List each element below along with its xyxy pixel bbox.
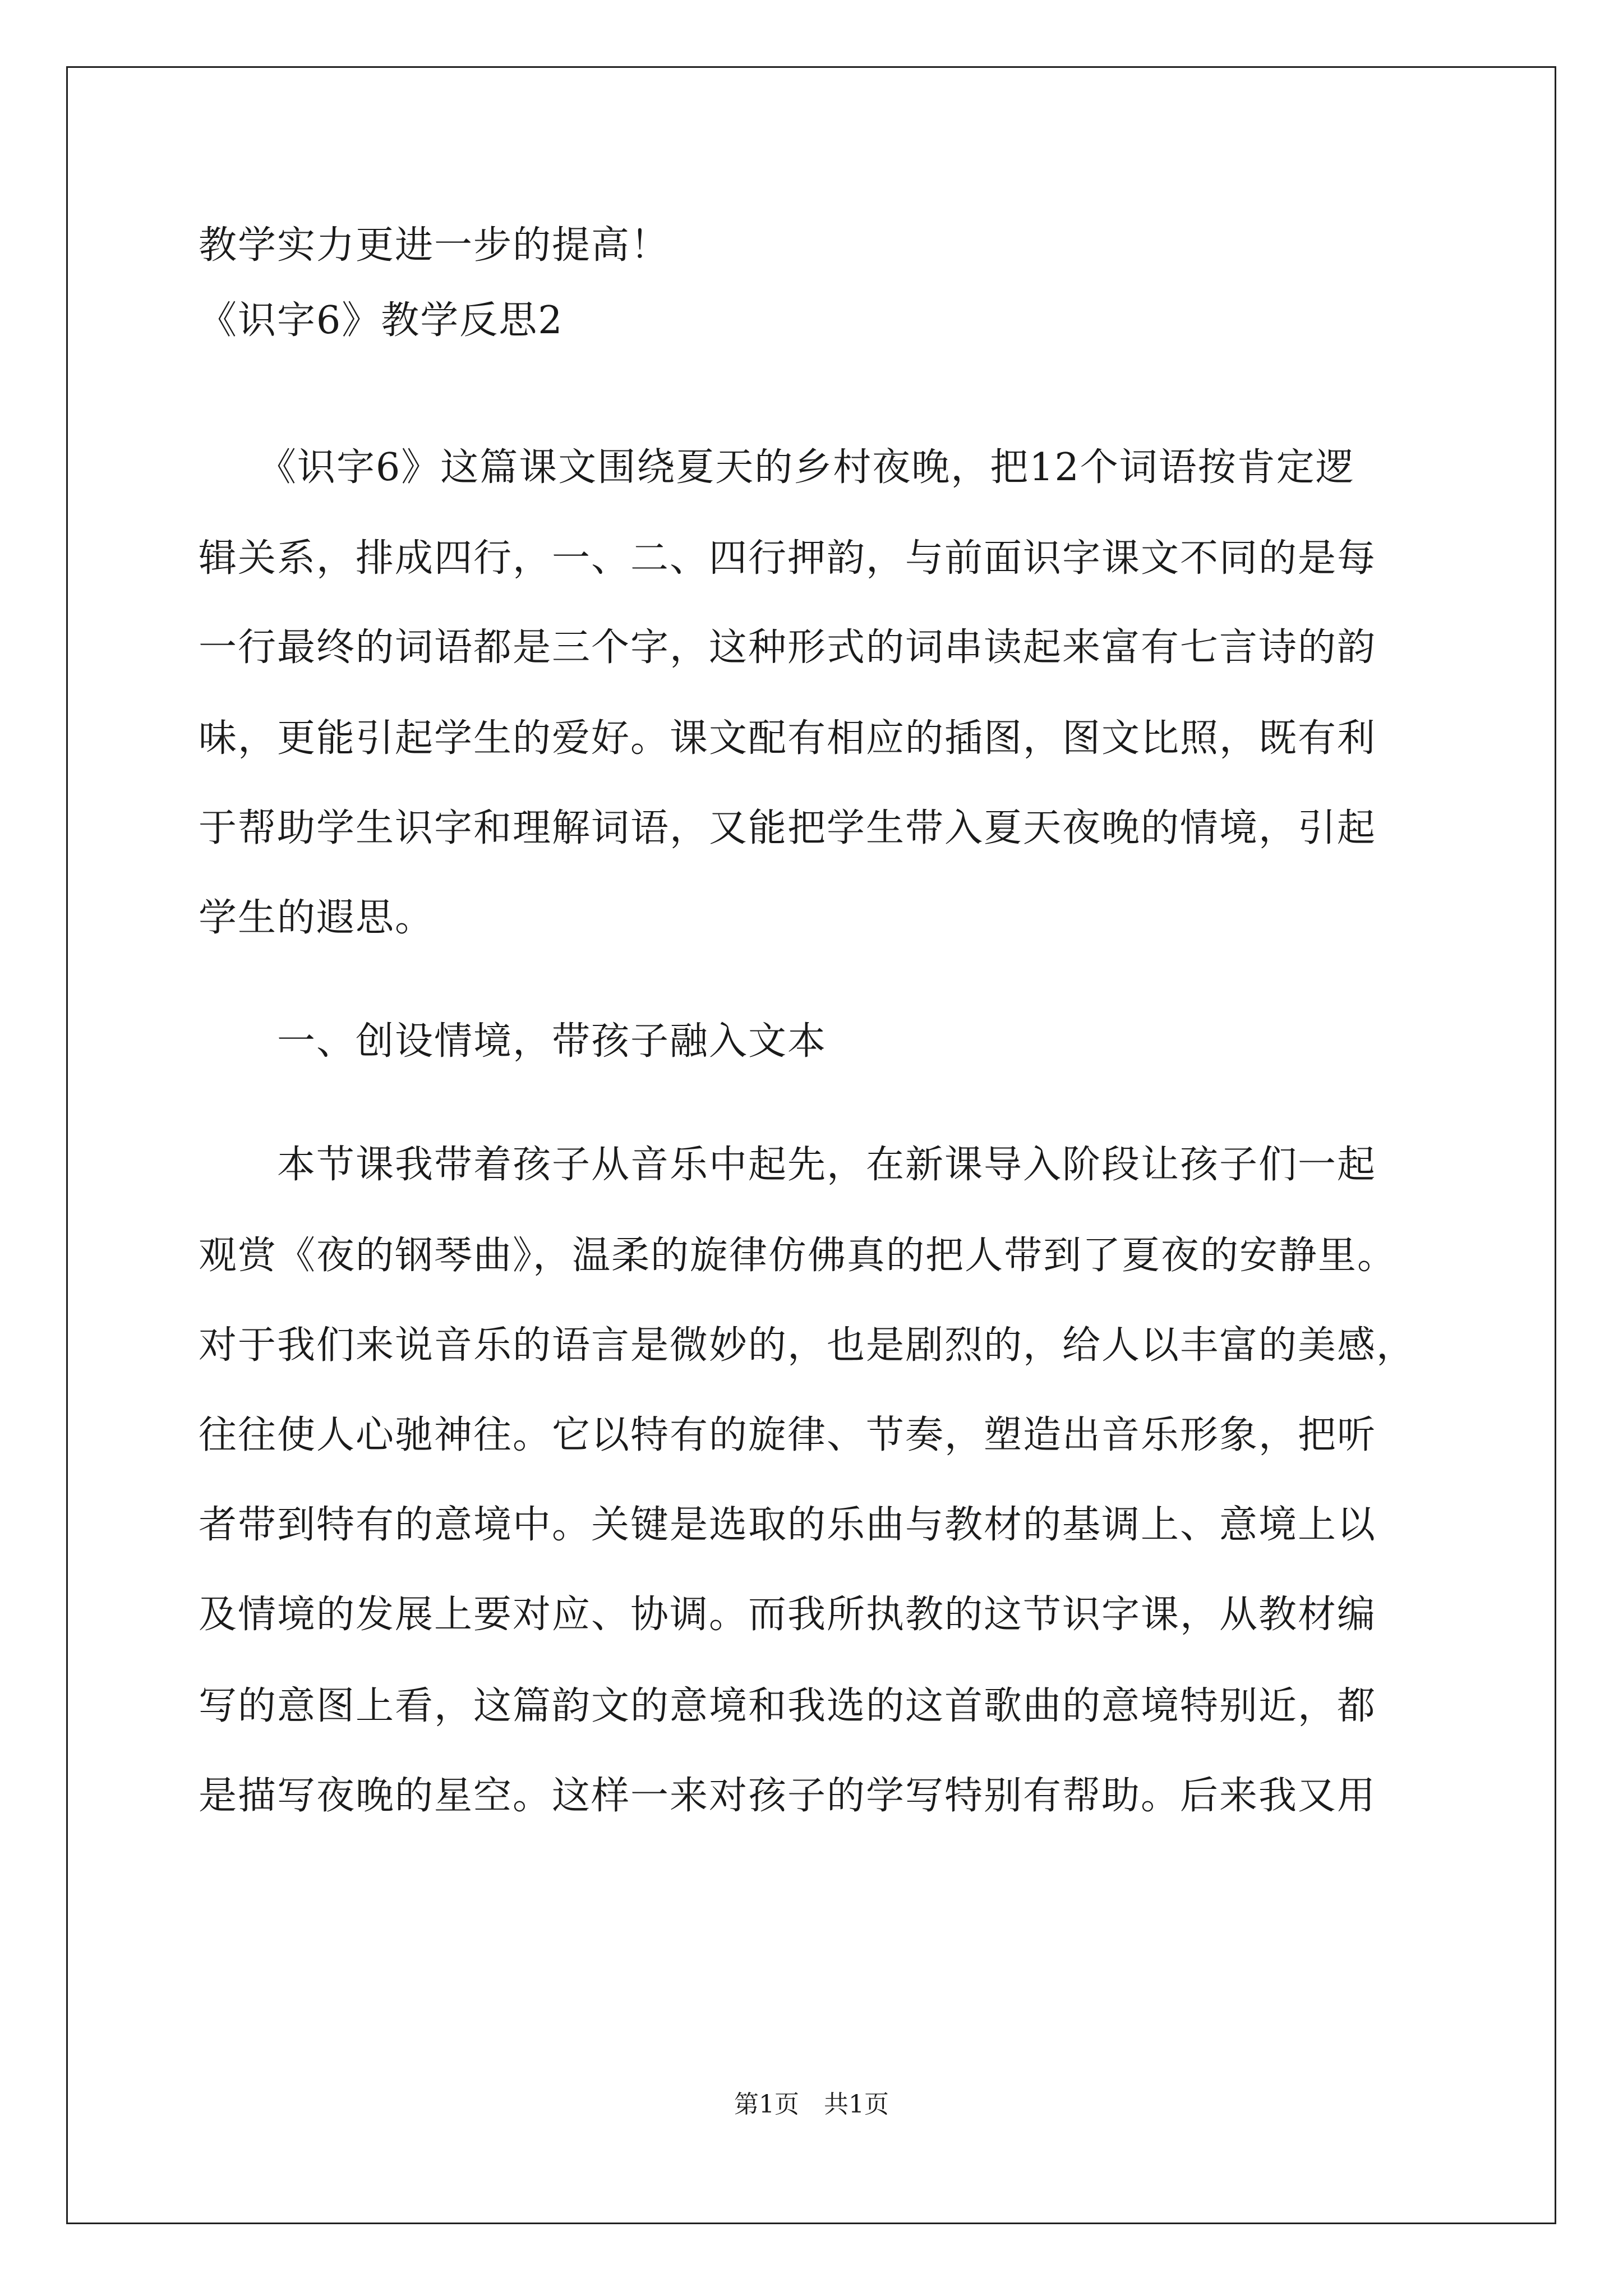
- section-heading: 《识字6》教学反思2: [199, 298, 564, 343]
- text-line: 《识字6》这篇课文围绕夏天的乡村夜晚，把12个词语按肯定逻: [199, 445, 1355, 490]
- page-number-footer: 第1页 共1页: [734, 2090, 889, 2119]
- text-line: 于帮助学生识字和理解词语，又能把学生带入夏天夜晚的情境，引起: [199, 806, 1377, 850]
- text-line: 者带到特有的意境中。关键是选取的乐曲与教材的基调上、意境上以: [199, 1503, 1377, 1547]
- text-line: 本节课我带着孩子从音乐中起先，在新课导入阶段让孩子们一起: [199, 1143, 1377, 1187]
- text-line: 是描写夜晚的星空。这样一来对孩子的学写特别有帮助。后来我又用: [199, 1774, 1377, 1818]
- text-line: 学生的遐思。: [199, 896, 435, 940]
- text-line: 写的意图上看，这篇韵文的意境和我选的这首歌曲的意境特别近，都: [199, 1684, 1377, 1728]
- text-line: 辑关系，排成四行，一、二、四行押韵，与前面识字课文不同的是每: [199, 536, 1377, 581]
- text-line: 味，更能引起学生的爱好。课文配有相应的插图，图文比照，既有利: [199, 716, 1377, 761]
- text-line: 对于我们来说音乐的语言是微妙的，也是剧烈的，给人以丰富的美感，: [199, 1323, 1416, 1368]
- subheading: 一、创设情境，带孩子融入文本: [199, 1019, 827, 1064]
- text-line: 观赏《夜的钢琴曲》，温柔的旋律仿佛真的把人带到了夏夜的安静里。: [199, 1234, 1397, 1278]
- text-line: 一行最终的词语都是三个字，这种形式的词串读起来富有七言诗的韵: [199, 625, 1377, 670]
- text-line: 教学实力更进一步的提高！: [199, 223, 670, 268]
- text-line: 及情境的发展上要对应、协调。而我所执教的这节识字课，从教材编: [199, 1593, 1377, 1637]
- text-line: 往往使人心驰神往。它以特有的旋律、节奏，塑造出音乐形象，把听: [199, 1413, 1377, 1457]
